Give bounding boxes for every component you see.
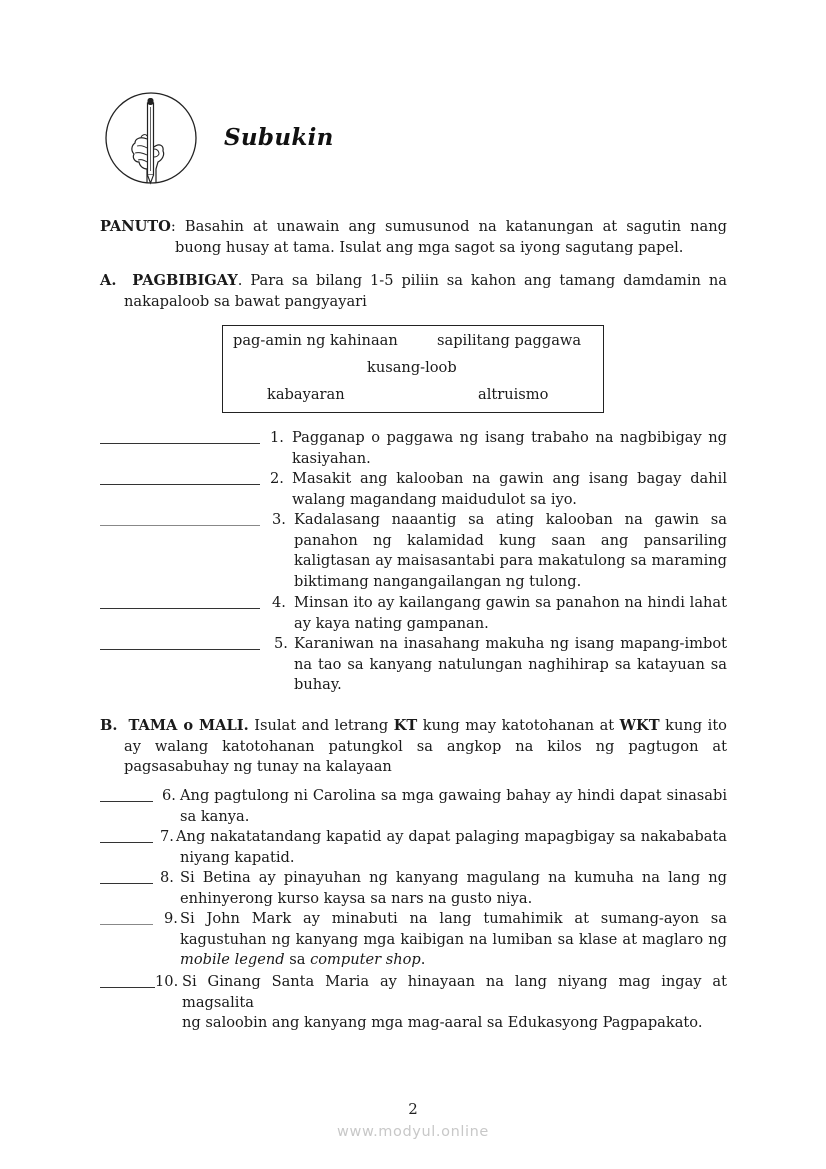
section-b-instruction-2: ay walang katotohanan patungkol sa angkop na kilos ng pagtugon at (124, 737, 727, 755)
question-text: kasiyahan. (292, 449, 371, 467)
section-b-letter: B. (100, 717, 118, 734)
question-number: 7. (160, 828, 174, 845)
section-b-heading (100, 716, 727, 778)
choice-item: pag-amin ng kahinaan (233, 332, 398, 349)
section-b-instruction-3: pagsasabuhay ng tunay na kalayaan (124, 758, 392, 776)
question-number: 3. (272, 511, 286, 528)
question-text: kaligtasan ay maisasantabi para makatulong sa maraming (294, 552, 727, 570)
section-b-instruction: Isulat and letrang (248, 717, 394, 734)
answer-blank[interactable] (100, 635, 260, 650)
wkt-label: WKT (619, 717, 660, 734)
question-number: 9. (164, 910, 178, 927)
question-number: 10. (155, 973, 179, 990)
answer-blank[interactable] (100, 910, 153, 925)
watermark: www.modyul.online (337, 1124, 489, 1140)
section-b-instruction: kung ito (659, 717, 727, 734)
question-text: Ang nakatatandang kapatid ay dapat palaging mapagbigay sa nakababata (176, 828, 727, 845)
choice-item: sapilitang paggawa (437, 332, 582, 349)
question-text: Kadalasang naaantig sa ating kalooban na gawin sa (294, 511, 727, 528)
section-a-title: PAGBIBIGAY (132, 272, 238, 289)
question-text: enhinyerong kurso kaysa sa nars na gusto niya. (180, 889, 533, 907)
instructions-line-2: buong husay at tama. Isulat ang mga sagot sa iyong sagutang papel. (175, 238, 684, 256)
section-a-heading (100, 271, 727, 312)
answer-blank[interactable] (100, 869, 153, 884)
question-text: Karaniwan na inasahang makuha ng isang mapang-imbot (294, 635, 727, 652)
question-number: 4. (272, 594, 286, 611)
section-b-title: TAMA o MALI. (128, 717, 249, 734)
question-number: 5. (274, 635, 288, 652)
question-text: . (420, 951, 426, 969)
section-a-letter: A. (100, 272, 117, 289)
choice-item: kabayaran (267, 386, 345, 403)
hand-holding-pencil-icon (104, 91, 198, 185)
choices-box (222, 325, 604, 413)
question-text: Si John Mark ay minabuti na lang tumahimik at sumang-ayon sa (180, 910, 727, 927)
answer-blank[interactable] (100, 594, 260, 609)
question-text: walang magandang maidudulot sa iyo. (292, 490, 577, 508)
choice-item: kusang-loob (367, 359, 457, 376)
page-title: Subukin (224, 124, 334, 151)
answer-blank[interactable] (100, 787, 153, 802)
kt-label: KT (393, 717, 418, 734)
question-text: Si Ginang Santa Maria ay hinayaan na lang niyang mag ingay at magsalita (182, 973, 727, 1011)
section-b-instruction: kung may katotohanan at (417, 717, 620, 734)
question-text: Si Betina ay pinayuhan ng kanyang magulang na kumuha na lang ng (180, 869, 727, 886)
question-text: Masakit ang kalooban na gawin ang isang bagay dahil (292, 470, 727, 487)
question-text: na tao sa kanyang natulungan naghihirap sa katayuan sa (294, 655, 727, 673)
italic-term: computer shop (310, 951, 421, 969)
question-text (180, 950, 727, 971)
question-text: panahon ng kalamidad kung saan ang pansariling (294, 531, 727, 549)
question-text: buhay. (294, 676, 342, 694)
instructions-label: PANUTO (100, 218, 171, 235)
instructions-line-1: : Basahin at unawain ang sumusunod na katanungan at sagutin nang (170, 218, 727, 235)
answer-blank[interactable] (100, 470, 260, 485)
question-text: Ang pagtulong ni Carolina sa mga gawaing bahay ay hindi dapat sinasabi (180, 787, 727, 804)
question-text: ay kaya nating gampanan. (294, 614, 489, 632)
question-text: niyang kapatid. (180, 848, 295, 866)
answer-blank[interactable] (100, 511, 260, 526)
italic-term: mobile legend (180, 951, 285, 969)
answer-blank[interactable] (100, 828, 153, 843)
question-number: 8. (160, 869, 174, 886)
question-text: kagustuhan ng kanyang mga kaibigan na lumiban sa klase at maglaro ng (180, 930, 727, 948)
question-number: 6. (162, 787, 176, 804)
question-number: 2. (270, 470, 284, 487)
answer-blank[interactable] (100, 429, 260, 444)
question-text: Pagganap o paggawa ng isang trabaho na nagbibigay ng (292, 429, 727, 446)
choice-item: altruismo (478, 386, 549, 403)
answer-blank[interactable] (100, 973, 155, 988)
section-a-instruction-1: . Para sa bilang 1-5 piliin sa kahon ang tamang damdamin na (237, 272, 727, 289)
question-text: biktimang nangangailangan ng tulong. (294, 572, 582, 590)
question-text: sa (284, 951, 311, 969)
section-a-instruction-2: nakapaloob sa bawat pangyayari (124, 292, 367, 310)
question-text: sa kanya. (180, 807, 250, 825)
page-number: 2 (408, 1100, 418, 1118)
instructions (100, 217, 727, 258)
question-text: ng saloobin ang kanyang mga mag-aaral sa Edukasyong Pagpapakato. (182, 1014, 703, 1032)
question-text: Minsan ito ay kailangang gawin sa panahon na hindi lahat (294, 594, 727, 611)
question-number: 1. (270, 429, 284, 446)
